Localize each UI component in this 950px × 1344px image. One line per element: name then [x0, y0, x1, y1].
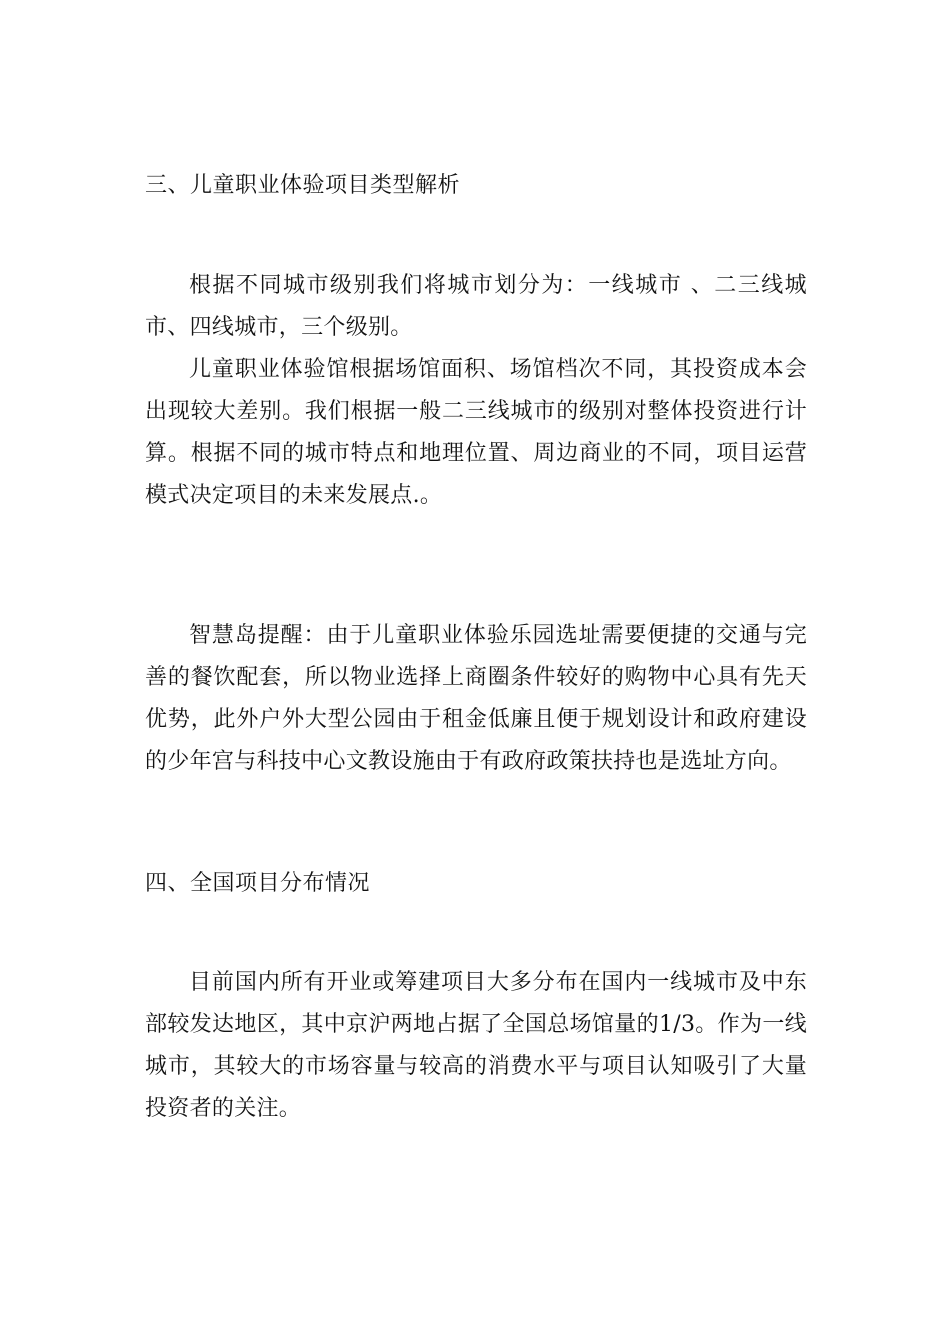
reminder-paragraph: 智慧岛提醒：由于儿童职业体验乐园选址需要便捷的交通与完善的餐饮配套，所以物业选择上商圈条件较好的购物中心具有先天优势，此外户外大型公园由于租金低廉且便于规划设计和政府建设的少年宫与科技中心文教设施由于有政府政策扶持也是选址方向。	[145, 623, 807, 774]
paragraph: 目前国内所有开业或筹建项目大多分布在国内一线城市及中东部较发达地区，其中京沪两地占据了全国总场馆量的1/3。作为一线城市，其较大的市场容量与较高的消费水平与项目认知吸引了大量投资者的关注。	[145, 970, 807, 1121]
section-body	[145, 962, 807, 1130]
section-heading: 三、儿童职业体验项目类型解析	[145, 173, 461, 198]
reminder-paragraph-block	[145, 615, 807, 783]
paragraph: 根据不同城市级别我们将城市划分为：一线城市 、二三线城市、四线城市，三个级别。	[145, 273, 807, 340]
section-body	[145, 265, 807, 517]
section-heading: 四、全国项目分布情况	[145, 871, 371, 896]
paragraph: 儿童职业体验馆根据场馆面积、场馆档次不同，其投资成本会出现较大差别。我们根据一般二三线城市的级别对整体投资进行计算。根据不同的城市特点和地理位置、周边商业的不同，项目运营模式决定项目的未来发展点.。	[145, 357, 807, 508]
